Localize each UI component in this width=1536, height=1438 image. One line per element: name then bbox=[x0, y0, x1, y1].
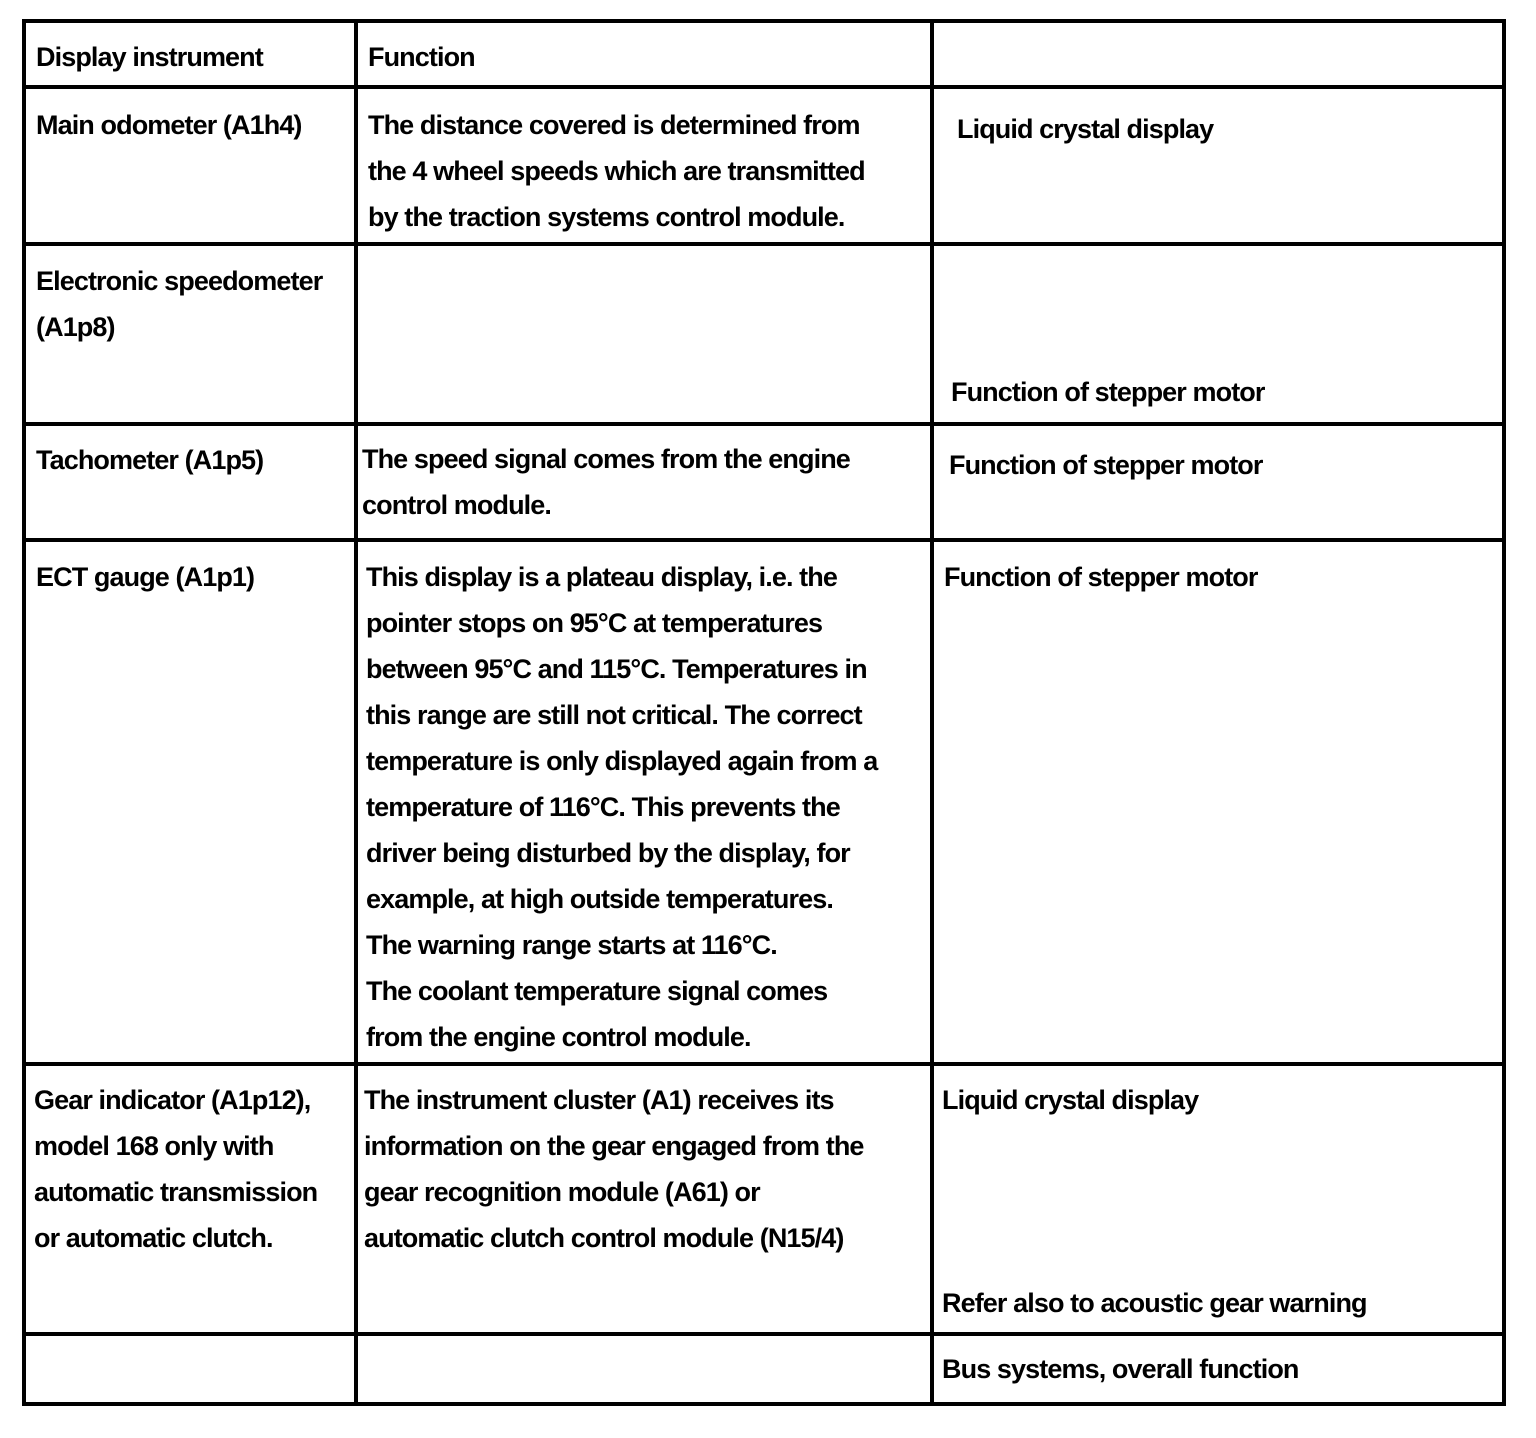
row-divider-6 bbox=[22, 1332, 1506, 1336]
row-1-notes-top: Liquid crystal display bbox=[957, 114, 1214, 144]
row-4-function: This display is a plateau display, i.e. the pointer stops on 95°C at temperatures between 95°C and 115°C. Temperatures in this range are still not critical. The correct temperature is only displayed again from a temperature of 116°C. This prevents the driver being disturbed by the display, for example, at high outside temperatures. The warning range starts at 116°C. The coolant temperature signal comes from the engine control module. bbox=[366, 562, 878, 1052]
row-4-notes-top: Function of stepper motor bbox=[944, 562, 1258, 592]
row-5-function: The instrument cluster (A1) receives its information on the gear engaged from the gear recognition module (A61) or automatic clutch control module (N15/4) bbox=[364, 1085, 864, 1253]
row-divider-5 bbox=[22, 1062, 1506, 1066]
row-3-instrument: Tachometer (A1p5) bbox=[36, 445, 264, 475]
row-divider-2 bbox=[22, 242, 1506, 246]
row-divider-4 bbox=[22, 538, 1506, 542]
row-6-notes-top: Bus systems, overall function bbox=[942, 1354, 1299, 1384]
row-1-instrument: Main odometer (A1h4) bbox=[36, 110, 302, 140]
row-3-function: The speed signal comes from the engine control module. bbox=[362, 444, 850, 520]
row-1-function: The distance covered is determined from the 4 wheel speeds which are transmitted by the traction systems control module. bbox=[368, 110, 865, 232]
row-divider-3 bbox=[22, 422, 1506, 426]
row-4-instrument: ECT gauge (A1p1) bbox=[36, 562, 255, 592]
header-function: Function bbox=[368, 42, 475, 72]
row-5-notes-bottom: Refer also to acoustic gear warning bbox=[942, 1288, 1367, 1318]
row-divider-1 bbox=[22, 85, 1506, 89]
column-divider-2 bbox=[930, 19, 934, 1406]
row-5-notes-top: Liquid crystal display bbox=[942, 1085, 1199, 1115]
header-display-instrument: Display instrument bbox=[36, 42, 263, 72]
row-2-instrument: Electronic speedometer (A1p8) bbox=[36, 266, 323, 342]
row-2-notes-bottom: Function of stepper motor bbox=[951, 377, 1265, 407]
row-3-notes-top: Function of stepper motor bbox=[949, 450, 1263, 480]
column-divider-1 bbox=[354, 19, 358, 1406]
row-5-instrument: Gear indicator (A1p12), model 168 only with automatic transmission or automatic clutch. bbox=[34, 1085, 318, 1253]
